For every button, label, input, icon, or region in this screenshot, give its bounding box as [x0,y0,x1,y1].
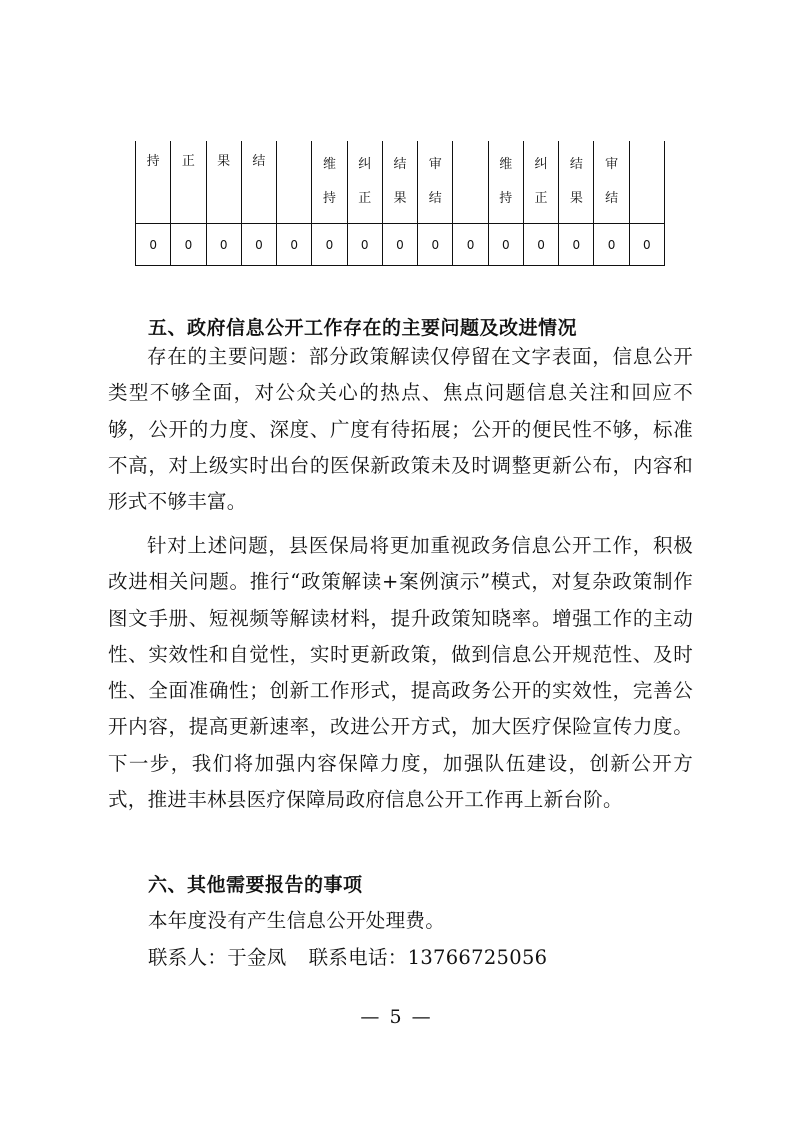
header-char: 纠 [358,157,372,172]
section-5-paragraph-2: 针对上述问题，县医保局将更加重视政务信息公开工作，积极改进相关问题。推行“政策解读+案例演示”模式，对复杂政策制作图文手册、短视频等解读材料，提升政策知晓率。增强工作的主动性、实效性和自觉性，实时更新政策，做到信息公开规范性、及时性、全面准确性；创新工作形式，提高政务公开的实效性，完善公开内容，提高更新速率，改进公开方式，加大医疗保险宣传力度。下一步，我们将加强内容保障力度，加强队伍建设，创新公开方式，推进丰林县医疗保障局政府信息公开工作再上新台阶。 [108,534,693,812]
table-header-cell [523,141,558,224]
header-char: 果 [569,191,583,206]
page-number: — 5 — [360,1006,433,1028]
table-header-cell [136,141,171,224]
header-char: 审 [605,157,619,172]
table-value-cell: 0 [312,224,347,266]
table-header-cell [312,141,347,224]
contact-person: 联系人：于金凤 [148,946,287,969]
header-char: 持 [322,191,336,206]
table-value-row [136,224,665,266]
header-char: 果 [217,154,231,169]
table-value-cell: 0 [629,224,664,266]
table-header-cell [559,141,594,224]
table-value-cell: 0 [171,224,206,266]
table-header-cell [206,141,241,224]
table-value-cell: 0 [488,224,523,266]
table-value-cell: 0 [206,224,241,266]
table-header-cell [629,141,664,224]
header-char: 结 [252,154,266,169]
table-value-cell: 0 [559,224,594,266]
table-header-cell [488,141,523,224]
section-5-paragraph-1: 存在的主要问题：部分政策解读仅停留在文字表面，信息公开类型不够全面，对公众关心的热点、焦点问题信息关注和回应不够，公开的力度、深度、广度有待拓展；公开的便民性不够，标准不高，对上级实时出台的医保新政策未及时调整更新公布，内容和形式不够丰富。 [108,345,693,514]
table-value-cell: 0 [594,224,629,266]
contact-phone: 联系电话：13766725056 [308,946,548,969]
table-header-cell [171,141,206,224]
table-header-cell [418,141,453,224]
table-header-cell [241,141,276,224]
header-char: 正 [358,191,372,206]
header-char: 纠 [534,157,548,172]
table-header-cell [382,141,417,224]
section-5-heading: 五、政府信息公开工作存在的主要问题及改进情况 [148,317,578,339]
table-value-cell: 0 [241,224,276,266]
header-char: 持 [499,191,513,206]
table-value-cell: 0 [453,224,488,266]
table-header-cell [347,141,382,224]
table-value-cell: 0 [523,224,558,266]
header-char: 正 [181,154,195,169]
header-char: 结 [393,157,407,172]
header-char: 持 [146,154,160,169]
header-char: 维 [499,157,513,172]
fee-statement: 本年度没有产生信息公开处理费。 [148,909,446,932]
contact-line [148,942,547,970]
header-char: 结 [428,191,442,206]
header-char: 果 [393,191,407,206]
header-char: 审 [428,157,442,172]
table-value-cell: 0 [277,224,312,266]
table-value-cell: 0 [418,224,453,266]
table-value-cell: 0 [347,224,382,266]
table-value-cell: 0 [136,224,171,266]
header-char: 正 [534,191,548,206]
table-value-cell: 0 [382,224,417,266]
table-header-cell [277,141,312,224]
statistics-table-fragment [135,141,665,266]
section-6-heading: 六、其他需要报告的事项 [148,874,363,896]
table-header-row [136,141,665,224]
table-header-cell [453,141,488,224]
header-char: 结 [605,191,619,206]
header-char: 维 [322,157,336,172]
header-char: 结 [569,157,583,172]
table-header-cell [594,141,629,224]
